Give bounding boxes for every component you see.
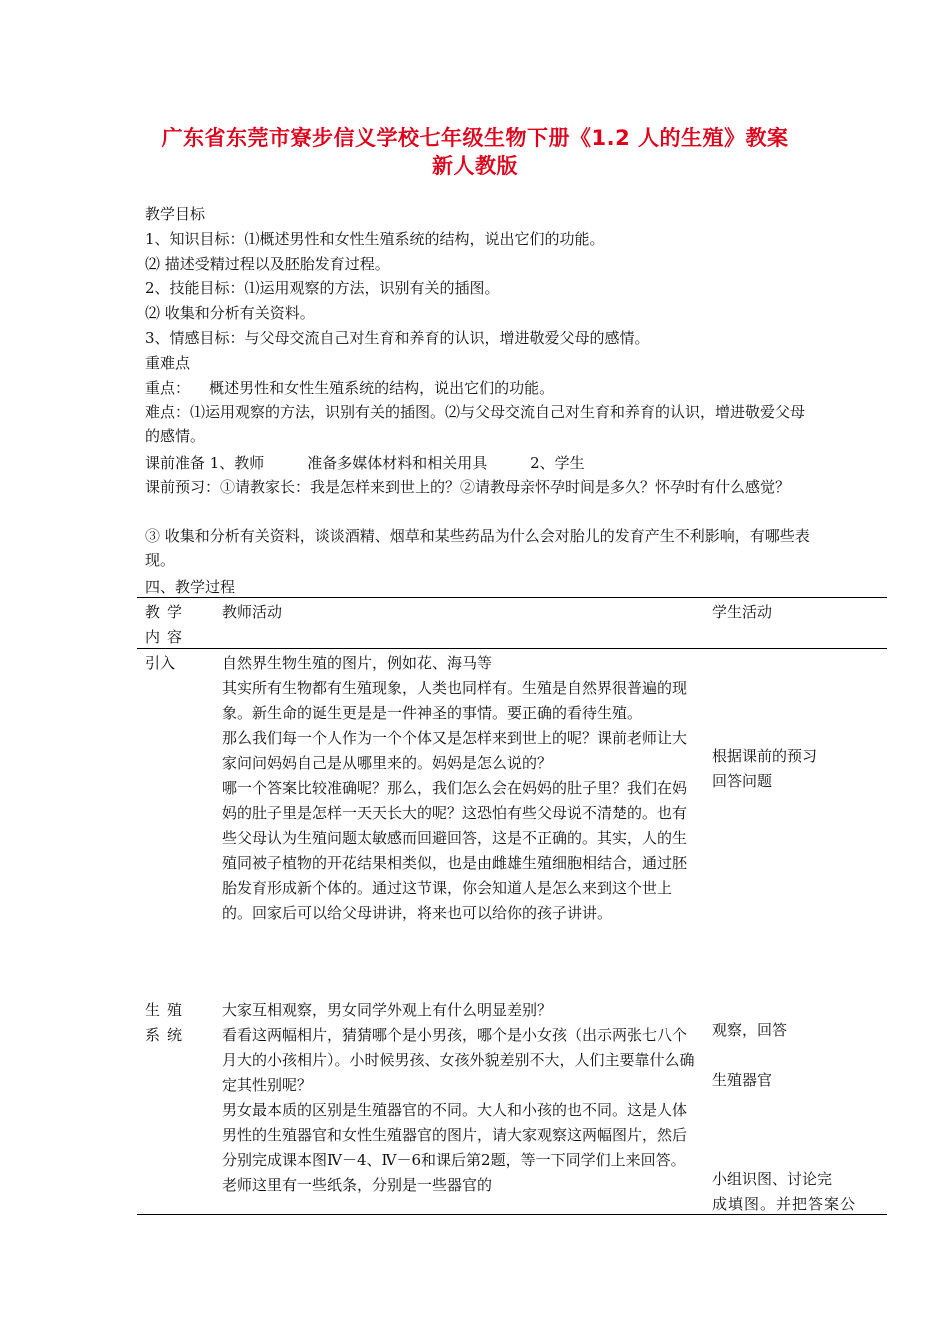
table-header-rule (137, 648, 887, 649)
student-observe: 观察，回答 (712, 1021, 788, 1039)
document-title: 广东省东莞市寮步信义学校七年级生物下册《1.2 人的生殖》教案 (161, 126, 789, 150)
objective-knowledge-2: ⑵ 描述受精过程以及胚胎发育过程。 (145, 255, 390, 273)
row-intro-teacher (222, 651, 697, 926)
row-reproductive-content: 生殖系统 (145, 1001, 190, 1044)
document-subtitle: 新人教版 (432, 154, 518, 178)
student-group-work: 小组识图、讨论完 (712, 1170, 833, 1188)
header-teacher: 教师活动 (222, 603, 283, 621)
objective-skill-2: ⑵ 收集和分析有关资料。 (145, 304, 315, 322)
student-group-work-2: 成填图。并把答案公 (712, 1195, 857, 1213)
teacher-para: 大家互相观察，男女同学外观上有什么明显差别？ (222, 1001, 553, 1019)
header-content: 教学内容 (145, 603, 190, 646)
row-intro-student (712, 744, 884, 794)
header-student: 学生活动 (712, 603, 773, 621)
preview-2: ③ 收集和分析有关资料，谈谈酒精、烟草和某些药品为什么会对胎儿的发育产生不利影响，有哪些表现。 (145, 527, 810, 569)
teacher-para: 那么我们每一个人作为一个个体又是怎样来到世上的呢？课前老师让大家问问妈妈自己是从哪里来的。妈妈是怎么说的？ (222, 729, 688, 772)
objective-emotion: 3、情感目标：与父母交流自己对生育和养育的认识，增进敬爱父母的感情。 (145, 329, 650, 347)
class-preparation: 课前准备 1、教师 准备多媒体材料和相关用具 2、学生 (145, 454, 585, 472)
preview-1: 课前预习：①请教家长：我是怎样来到世上的？②请教母亲怀孕时间是多久？怀孕时有什么感觉？ (145, 478, 791, 496)
student-line: 根据课前的预习 (712, 747, 818, 765)
keypoint-key: 重点： 概述男性和女性生殖系统的结构，说出它们的功能。 (145, 379, 555, 397)
table-top-rule (137, 597, 887, 598)
keypoints-heading: 重难点 (145, 354, 191, 372)
objective-knowledge: 1、知识目标：⑴概述男性和女性生殖系统的结构，说出它们的功能。 (145, 230, 605, 248)
student-organs: 生殖器官 (712, 1071, 773, 1089)
teacher-para: 男女最本质的区别是生殖器官的不同。大人和小孩的也不同。这是人体男性的生殖器官和女性生殖器官的图片，请大家观察这两幅图片，然后分别完成课本图Ⅳ－4、Ⅳ－6和课后第2题，等一下同学们上来回答。老师这里有一些纸条，分别是一些器官的 (222, 1101, 688, 1194)
teacher-para: 看看这两幅相片，猜猜哪个是小男孩，哪个是小女孩（出示两张七八个月大的小孩相片）。小时候男孩、女孩外貌差别不大，人们主要靠什么确定其性别呢？ (222, 1026, 695, 1094)
row-intro-content: 引入 (145, 654, 176, 672)
teacher-para: 其实所有生物都有生殖现象，人类也同样有。生殖是自然界很普遍的现象。新生命的诞生更是是一件神圣的事情。要正确的看待生殖。 (222, 679, 688, 722)
student-line: 回答问题 (712, 772, 773, 790)
teacher-para: 哪一个答案比较准确呢？那么，我们怎么会在妈妈的肚子里？我们在妈妈的肚子里是怎样一天天长大的呢？这恐怕有些父母说不清楚的。也有些父母认为生殖问题太敏感而回避回答，这是不正确的。其实，人的生殖同被子植物的开花结果相类似，也是由雌雄生殖细胞相结合，通过胚胎发育形成新个体的。通过这节课，你会知道人是怎么来到这个世上的。回家后可以给父母讲讲，将来也可以给你的孩子讲讲。 (222, 779, 688, 922)
teacher-para: 自然界生物生殖的图片，例如花、海马等 (222, 654, 493, 672)
keypoint-difficult: 难点：⑴运用观察的方法，识别有关的插图。⑵与父母交流自己对生育和养育的认识，增进敬爱父母的感情。 (145, 403, 806, 445)
row-reproductive-teacher (222, 998, 697, 1198)
objectives-heading: 教学目标 (145, 205, 206, 223)
objective-skill: 2、技能目标：⑴运用观察的方法，识别有关的插图。 (145, 279, 500, 297)
process-heading: 四、教学过程 (145, 578, 236, 596)
